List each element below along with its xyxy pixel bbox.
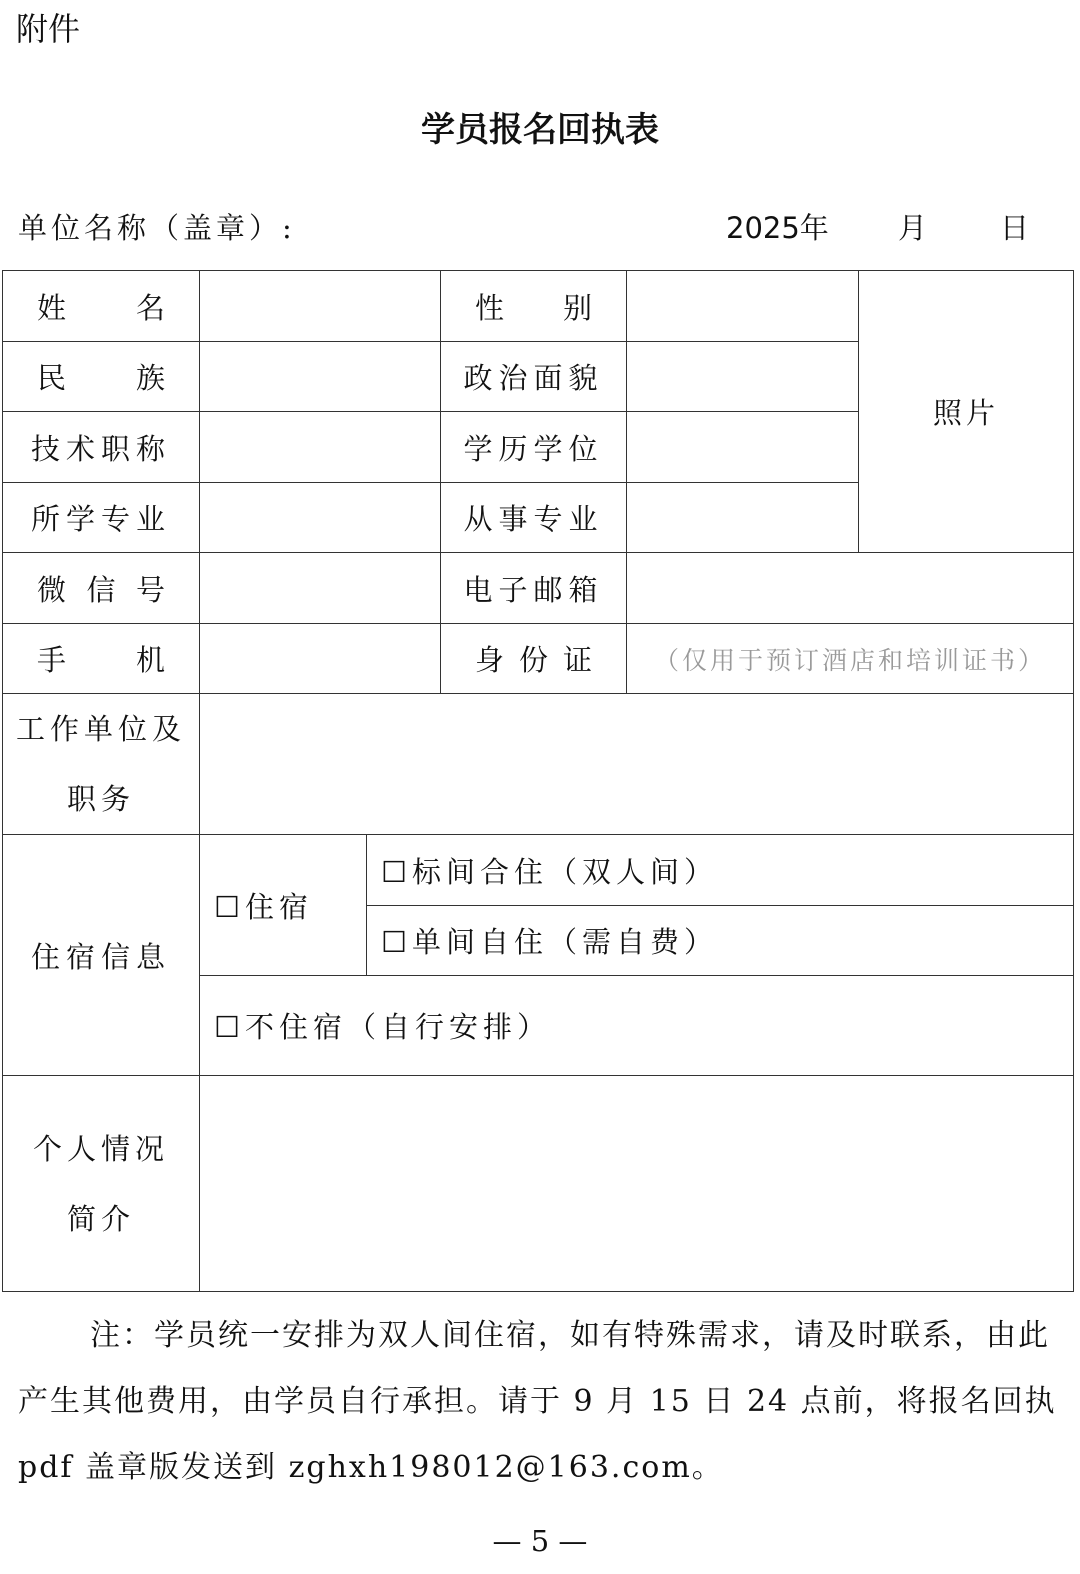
photo-box[interactable] [859, 271, 1074, 553]
date-year: 2025年 [726, 211, 829, 245]
mobile-input[interactable] [200, 624, 441, 694]
date-day: 日 [1000, 211, 1030, 245]
email-label: 电子邮箱 [441, 553, 627, 624]
email-input[interactable] [627, 553, 1074, 624]
mobile-label: 手 机 [3, 624, 200, 694]
page-title: 学员报名回执表 [421, 110, 659, 150]
attachment-label: 附件 [16, 10, 81, 48]
profile-input[interactable] [200, 1076, 1074, 1292]
current-major-input[interactable] [627, 483, 859, 553]
registration-form-table [2, 270, 1074, 1292]
note-paragraph [18, 1303, 1063, 1501]
room-shared-checkbox[interactable]: ☐标间合住（双人间） [367, 835, 1074, 906]
note-text: 注：学员统一安排为双人间住宿，如有特殊需求，请及时联系，由此产生其他费用，由学员自行承担。请于 9 月 15 日 24 点前，将报名回执 pdf 盖章版发送到 zghxh198012@163.com。 [18, 1318, 1057, 1485]
room-single-checkbox[interactable]: ☐单间自住（需自费） [367, 906, 1074, 976]
id-card-hint: （仅用于预订酒店和培训证书） [653, 645, 1046, 675]
political-status-input[interactable] [627, 342, 859, 412]
tech-title-label: 技术职称 [3, 412, 200, 483]
name-input[interactable] [200, 271, 441, 342]
name-label: 姓 名 [3, 271, 200, 342]
unit-name-label: 单位名称（盖章）: [18, 211, 296, 245]
gender-label: 性 别 [441, 271, 627, 342]
wechat-label: 微 信 号 [3, 553, 200, 624]
tech-title-input[interactable] [200, 412, 441, 483]
major-studied-input[interactable] [200, 483, 441, 553]
wechat-input[interactable] [200, 553, 441, 624]
no-lodging-checkbox[interactable]: ☐不住宿（自行安排） [200, 976, 1074, 1076]
education-input[interactable] [627, 412, 859, 483]
page-number: — 5 — [492, 1524, 588, 1558]
major-studied-label: 所学专业 [3, 483, 200, 553]
work-unit-input[interactable] [200, 694, 1074, 835]
education-label: 学历学位 [441, 412, 627, 483]
date-month: 月 [898, 211, 928, 245]
gender-input[interactable] [627, 271, 859, 342]
lodging-checkbox[interactable]: ☐住宿 [200, 835, 367, 976]
photo-label: 照片 [932, 396, 999, 430]
id-card-label: 身 份 证 [441, 624, 627, 694]
accommodation-label: 住宿信息 [3, 835, 200, 1076]
current-major-label: 从事专业 [441, 483, 627, 553]
id-card-input[interactable] [627, 624, 1074, 694]
work-unit-label: 工作单位及 职务 [3, 694, 200, 835]
ethnicity-label: 民 族 [3, 342, 200, 412]
political-status-label: 政治面貌 [441, 342, 627, 412]
ethnicity-input[interactable] [200, 342, 441, 412]
profile-label: 个人情况 简介 [3, 1076, 200, 1292]
